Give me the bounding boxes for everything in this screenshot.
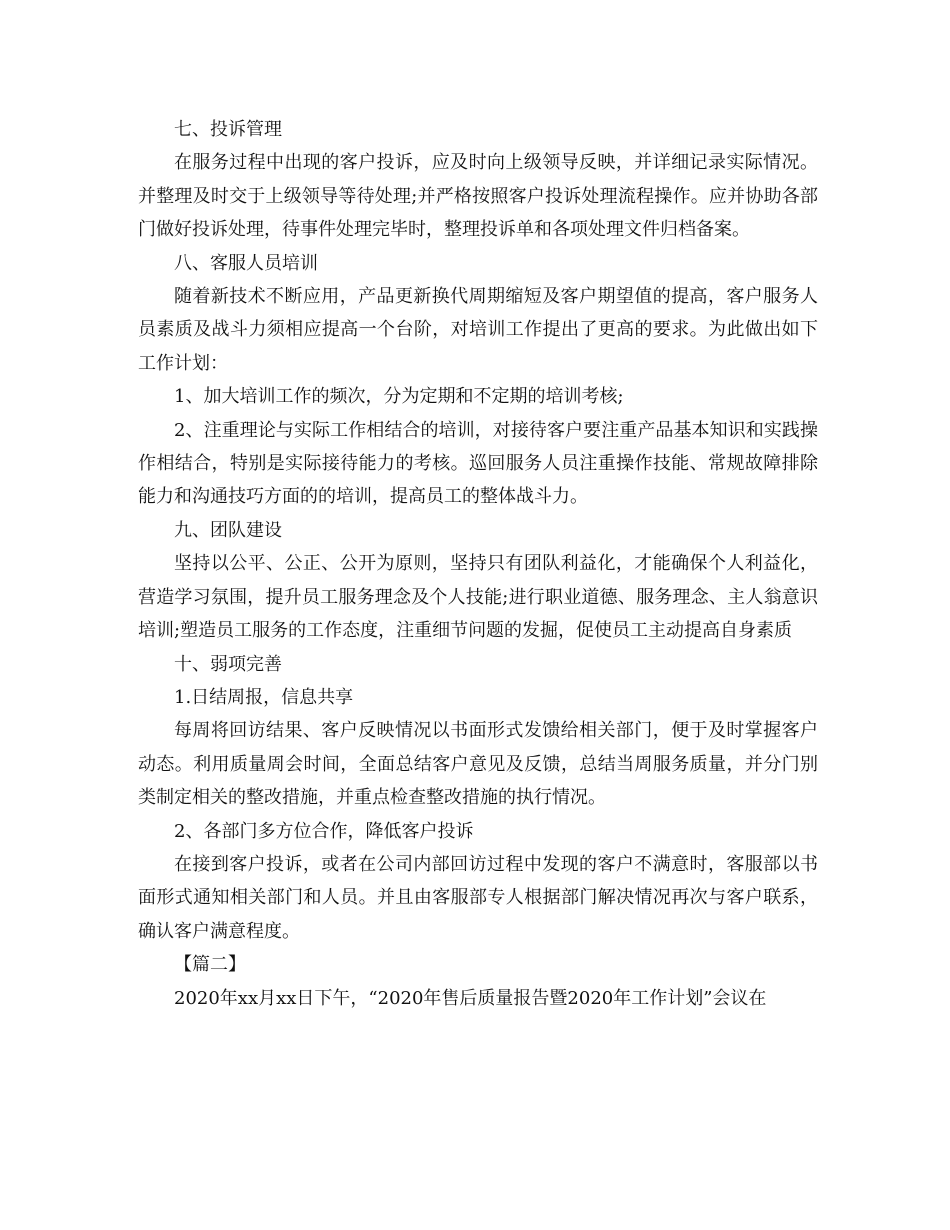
section-heading-weakness-improvement: 十、弱项完善	[174, 653, 282, 675]
paragraph-meeting-intro: 2020年xx月xx日下午，“2020年售后质量报告暨2020年工作计划”会议在	[174, 987, 767, 1009]
paragraph-team-building: 坚持以公平、公正、公开为原则，坚持只有团队利益化，才能确保个人利益化，营造学习氛围，提升员工服务理念及个人技能;进行职业道德、服务理念、主人翁意识培训;塑造员工服务的工作态度，注重细节问题的发掘，促使员工主动提高自身素质	[138, 553, 818, 642]
paragraph-complaint-handling: 在服务过程中出现的客户投诉，应及时向上级领导反映，并详细记录实际情况。并整理及时交于上级领导等待处理;并严格按照客户投诉处理流程操作。应并协助各部门做好投诉处理，待事件处理完毕时，整理投诉单和各项处理文件归档备案。	[138, 152, 818, 241]
section-heading-part-two: 【篇二】	[174, 954, 246, 976]
section-heading-staff-training: 八、客服人员培训	[174, 252, 318, 274]
section-heading-team-building: 九、团队建设	[174, 519, 282, 541]
list-item-training-frequency: 1、加大培训工作的频次，分为定期和不定期的培训考核;	[174, 386, 624, 408]
paragraph-training-intro: 随着新技术不断应用，产品更新换代周期缩短及客户期望值的提高，客户服务人员素质及战斗力须相应提高一个台阶，对培训工作提出了更高的要求。为此做出如下工作计划：	[138, 286, 818, 374]
subheading-department-cooperation: 2、各部门多方位合作，降低客户投诉	[174, 820, 474, 842]
section-heading-complaint-management: 七、投诉管理	[174, 119, 282, 140]
document-body	[138, 113, 818, 1015]
subheading-daily-weekly-report: 1.日结周报，信息共享	[174, 686, 354, 708]
paragraph-weekly-feedback: 每周将回访结果、客户反映情况以书面形式发馈给相关部门，便于及时掌握客户动态。利用质量周会时间，全面总结客户意见及反馈，总结当周服务质量，并分门别类制定相关的整改措施，并重点检查整改措施的执行情况。	[138, 720, 818, 809]
list-item-theory-practice: 2、注重理论与实际工作相结合的培训，对接待客户要注重产品基本知识和实践操作相结合，特别是实际接待能力的考核。巡回服务人员注重操作技能、常规故障排除能力和沟通技巧方面的的培训，提高员工的整体战斗力。	[138, 419, 818, 508]
paragraph-complaint-notification: 在接到客户投诉，或者在公司内部回访过程中发现的客户不满意时，客服部以书面形式通知相关部门和人员。并且由客服部专人根据部门解决情况再次与客户联系，确认客户满意程度。	[138, 853, 818, 942]
